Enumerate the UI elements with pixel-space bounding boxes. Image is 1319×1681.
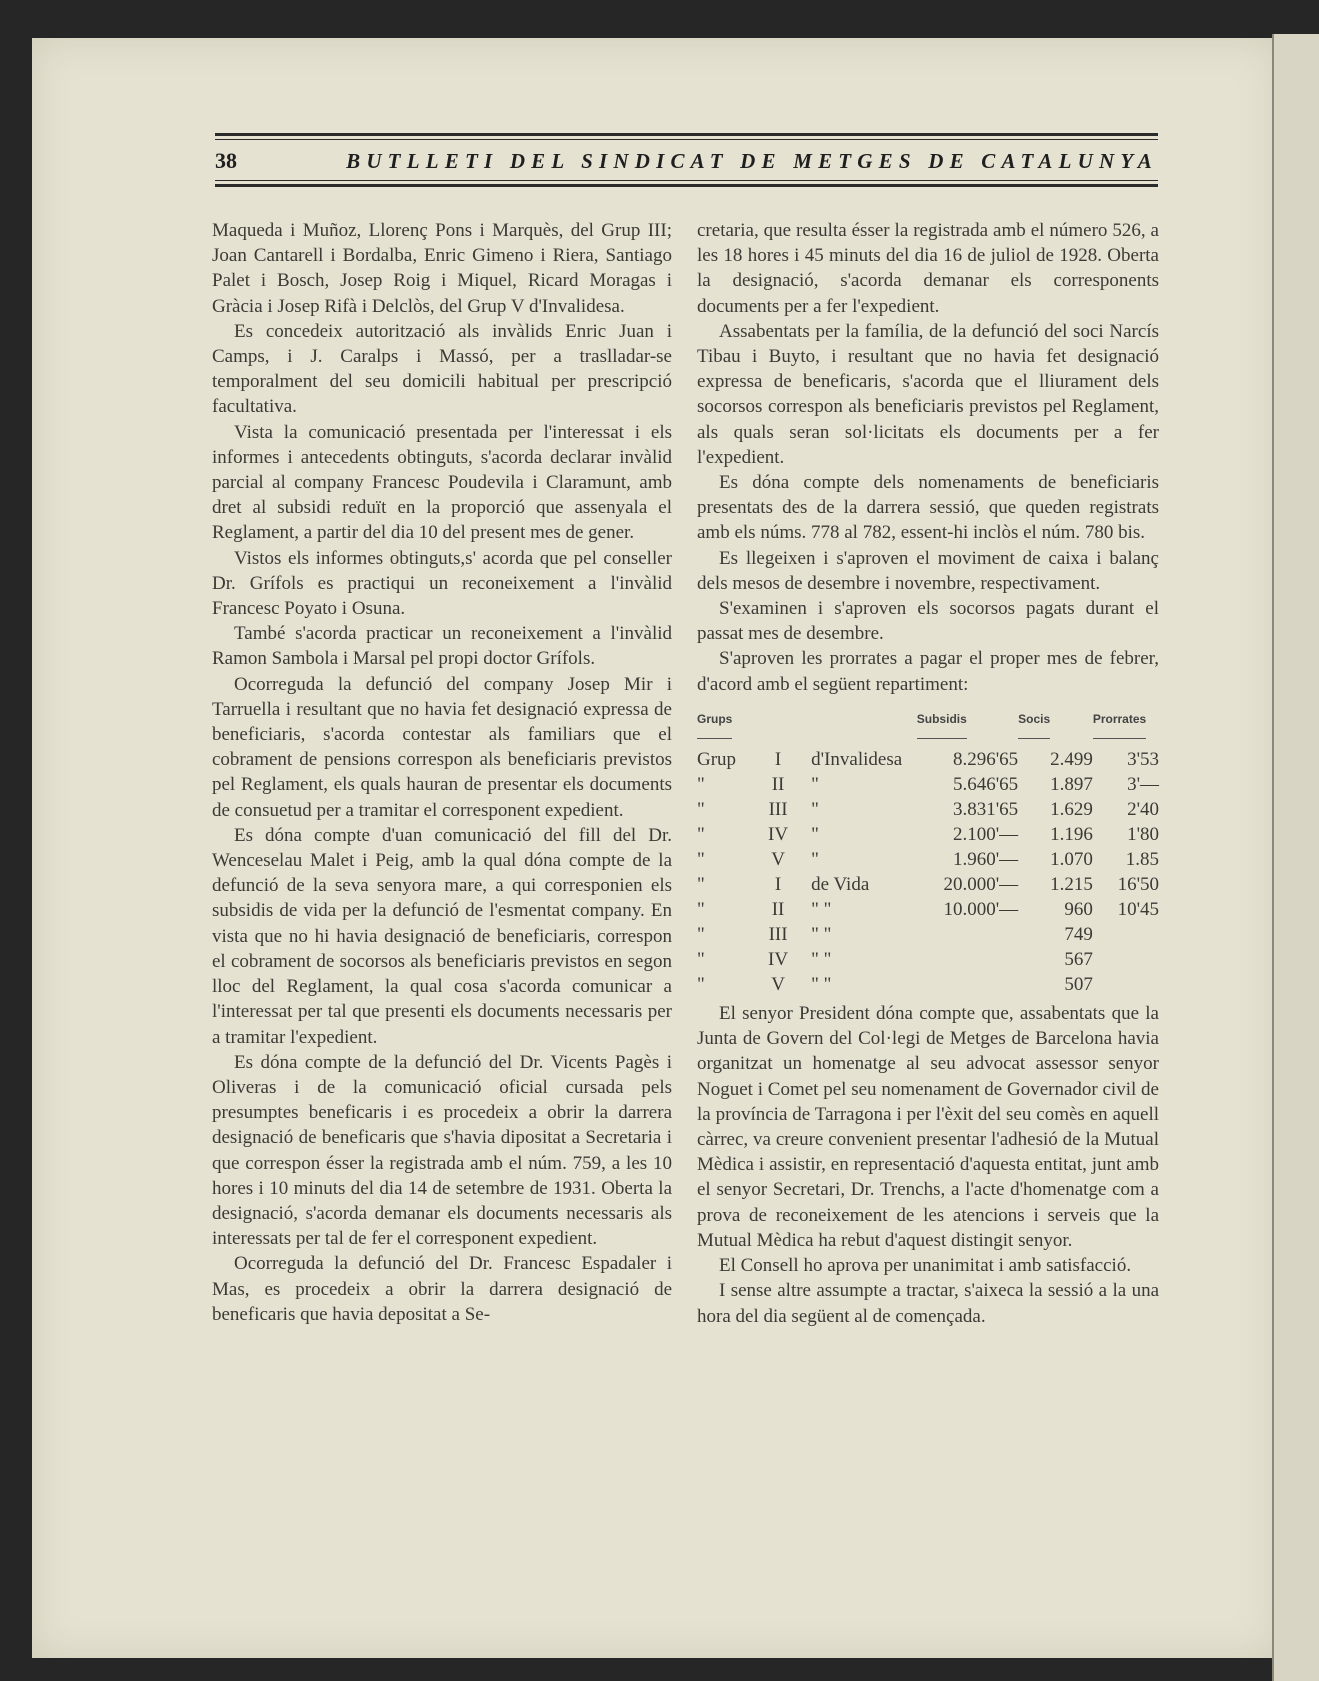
table-row — [697, 847, 1159, 872]
table-row — [697, 972, 1159, 997]
cell-group-name: " — [811, 774, 819, 796]
cell-grup: " — [697, 824, 705, 846]
cell-numeral: IV — [768, 824, 789, 846]
cell-subsidis: 10.000'— — [943, 899, 1019, 921]
cell-numeral: II — [771, 774, 785, 796]
cell-subsidis: 3.831'65 — [952, 799, 1019, 821]
cell-grup: Grup — [697, 749, 737, 771]
cell-grup: " — [697, 849, 705, 871]
cell-grup: " — [697, 899, 705, 921]
cell-prorrates — [1093, 947, 1159, 972]
cell-group-name: " — [811, 849, 819, 871]
cell-prorrates: 1'80 — [1127, 824, 1159, 846]
cell-socis: 1.196 — [1050, 824, 1093, 846]
col-header-grups: Grups — [697, 707, 917, 747]
cell-socis: 1.629 — [1050, 799, 1093, 821]
cell-socis: 507 — [1064, 974, 1093, 996]
page-number: 38 — [215, 148, 237, 173]
cell-subsidis: 20.000'— — [943, 874, 1019, 896]
running-header — [215, 133, 1158, 189]
paragraph: Es dóna compte de la defunció del Dr. Vicents Pagès i Oliveras i de la comunicació oficial cursada pels presumptes beneficaris i es procedeix a obrir la darrera designació de beneficaris que s'havia dipositat a Secretaria i que correspon ésser la registrada amb el núm. 759, a les 10 hores i 10 minuts del dia 14 de setembre de 1931. Oberta la designació, s'acorda demanar els documents necessaris als interessats per tal de fer el corresponent expedient. — [212, 1051, 672, 1250]
cell-numeral: V — [771, 849, 785, 871]
paragraph: Es dóna compte dels nomenaments de beneficiaris presentats des de la darrera sessió, que queden registrats amb els núms. 778 al 782, essent-hi inclòs el núm. 780 bis. — [697, 472, 1159, 544]
table-row — [697, 922, 1159, 947]
paragraph: Es dóna compte d'uan comunicació del fill del Dr. Wenceselau Malet i Peig, amb la qual dóna compte de la defunció de la seva senyora mare, a qui corresponien els subsidis de vida per la defunció de l'esmentat company. En vista que no hi havia designació de beneficiaris, correspon el cobrament de socorsos als beneficiaris previstos en segon lloc del Reglament, la qual cosa s'acorda comunicar a l'interessat per tal que presenti els documents necessaris per a tramitar l'expedient. — [212, 824, 672, 1048]
paragraph: cretaria, que resulta ésser la registrada amb el número 526, a les 18 hores i 45 minuts del dia 16 de juliol de 1928. Oberta la designació, s'acorda demanar els corresponents documents per a fer l'expedient. — [697, 220, 1159, 317]
paragraph: S'aproven les prorrates a pagar el proper mes de febrer, d'acord amb el següent repartiment: — [697, 648, 1159, 695]
right-column — [697, 218, 1159, 1329]
cell-socis: 749 — [1064, 924, 1093, 946]
header-rule-top — [215, 133, 1158, 136]
cell-prorrates: 3'53 — [1127, 749, 1159, 771]
table-row — [697, 747, 1159, 772]
cell-group-name: d'Invalidesa — [811, 749, 903, 771]
cell-group-name: " — [811, 799, 819, 821]
paragraph: També s'acorda practicar un reconeixement a l'invàlid Ramon Sambola i Marsal pel propi doctor Grífols. — [212, 623, 672, 670]
cell-socis: 2.499 — [1050, 749, 1093, 771]
paragraph: Vista la comunicació presentada per l'interessat i els informes i antecedents obtinguts, s'acorda declarar invàlid parcial al company Francesc Poudevila i Claramunt, amb dret al subsidi reduït en la proporció que assenyala el Reglament, a partir del dia 10 del present mes de gener. — [212, 421, 672, 544]
cell-numeral: I — [774, 749, 782, 771]
cell-grup: " — [697, 974, 705, 996]
paragraph: Es concedeix autorització als invàlids Enric Juan i Camps, i J. Caralps i Massó, per a traslladar-se temporalment del seu domicili habitual per prescripció facultativa. — [212, 320, 672, 418]
cell-grup: " — [697, 874, 705, 896]
cell-numeral: III — [768, 799, 788, 821]
cell-subsidis: 8.296'65 — [952, 749, 1019, 771]
table-row — [697, 822, 1159, 847]
cell-grup: " — [697, 949, 705, 971]
paragraph: I sense altre assumpte a tractar, s'aixeca la sessió a la una hora del dia següent al de començada. — [697, 1280, 1159, 1327]
table-row — [697, 772, 1159, 797]
cell-group-name: " " — [811, 949, 832, 971]
cell-subsidis — [917, 972, 1018, 997]
paragraph: Assabentats per la família, de la defunció del soci Narcís Tibau i Buyto, i resultant que no havia fet designació expressa de beneficaris, s'acorda que el lliurament dels socorsos correspon als beneficiaris previstos pel Reglament, als quals seran sol·licitats els documents per a fer l'expedient. — [697, 320, 1159, 468]
paragraph: S'examinen i s'aproven els socorsos pagats durant el passat mes de desembre. — [697, 598, 1159, 645]
cell-socis: 1.070 — [1050, 849, 1093, 871]
cell-subsidis: 2.100'— — [952, 824, 1019, 846]
header-rule-bottom — [215, 184, 1158, 187]
cell-group-name: " " — [811, 974, 832, 996]
cell-group-name: " — [811, 824, 819, 846]
cell-socis: 960 — [1064, 899, 1093, 921]
cell-numeral: V — [771, 974, 785, 996]
cell-prorrates — [1093, 972, 1159, 997]
paragraph: Maqueda i Muñoz, Llorenç Pons i Marquès, del Grup III; Joan Cantarell i Bordalba, Enric Gimeno i Riera, Santiago Palet i Bosch, Josep Roig i Miquel, Ricard Moragas i Gràcia i Josep Rifà i Delclòs, del Grup V d'Invalidesa. — [212, 220, 672, 317]
cell-socis: 1.215 — [1050, 874, 1093, 896]
paragraph: Vistos els informes obtinguts,s' acorda que pel conseller Dr. Grífols es practiqui un reconeixement a l'invàlid Francesc Poyato i Osuna. — [212, 547, 672, 620]
cell-subsidis: 1.960'— — [952, 849, 1019, 871]
cell-group-name: " " — [811, 924, 832, 946]
cell-numeral: I — [774, 874, 782, 896]
table-body — [697, 747, 1159, 997]
cell-prorrates: 1.85 — [1125, 849, 1159, 871]
next-page-edge — [1272, 34, 1319, 1681]
cell-socis: 567 — [1064, 949, 1093, 971]
header-row — [215, 147, 1158, 175]
cell-numeral: IV — [768, 949, 789, 971]
paragraph: El senyor President dóna compte que, assabentats que la Junta de Govern del Col·legi de Metges de Barcelona havia organitzat un homenatge al seu advocat assessor senyor Noguet i Comet pel seu nomenament de Governador civil de la província de Tarragona i per l'èxit del seu comès en aquell càrrec, va creure convenient presentar l'adhesió de la Mutual Mèdica i assistir, en representació d'aquesta entitat, junt amb el senyor Secretari, Dr. Trenchs, a l'acte d'homenatge com a prova de reconeixement de les atencions i serveis que la Mutual Mèdica ha rebut d'aquest distingit senyor. — [697, 1003, 1159, 1251]
cell-prorrates: 3'— — [1127, 774, 1159, 796]
cell-grup: " — [697, 774, 705, 796]
cell-prorrates: 16'50 — [1117, 874, 1159, 896]
cell-socis: 1.897 — [1050, 774, 1093, 796]
cell-group-name: " " — [811, 899, 832, 921]
paragraph: Ocorreguda la defunció del Dr. Francesc Espadaler i Mas, es procedeix a obrir la darrera designació de beneficaris que havia depositat a Se- — [212, 1253, 672, 1325]
table-row — [697, 947, 1159, 972]
cell-prorrates — [1093, 922, 1159, 947]
paragraph: Ocorreguda la defunció del company Josep Mir i Tarruella i resultant que no havia fet designació expressa de beneficiaris, s'acorda contestar als familiars que el cobrament de pensions correspon als beneficiaris previstos pel Reglament, els quals hauran de presentar els documents de consuetud per a tramitar el corresponent expedient. — [212, 673, 672, 821]
col-header-prorrates: Prorrates — [1093, 707, 1159, 747]
table-row — [697, 897, 1159, 922]
table-header-row — [697, 707, 1159, 747]
cell-subsidis: 5.646'65 — [952, 774, 1019, 796]
col-header-socis: Socis — [1018, 707, 1093, 747]
cell-numeral: II — [771, 899, 785, 921]
header-rule-top-thin — [215, 139, 1158, 140]
paragraph: El Consell ho aprova per unanimitat i amb satisfacció. — [719, 1255, 1132, 1277]
cell-subsidis — [917, 922, 1018, 947]
journal-title: BUTLLETI DEL SINDICAT DE METGES DE CATALUNYA — [346, 148, 1158, 173]
cell-group-name: de Vida — [811, 874, 870, 896]
table-row — [697, 872, 1159, 897]
left-column — [212, 218, 672, 1327]
cell-numeral: III — [768, 924, 788, 946]
cell-grup: " — [697, 924, 705, 946]
cell-prorrates: 2'40 — [1127, 799, 1159, 821]
cell-subsidis — [917, 947, 1018, 972]
cell-prorrates: 10'45 — [1117, 899, 1159, 921]
col-header-subsidis: Subsidis — [917, 707, 1018, 747]
cell-grup: " — [697, 799, 705, 821]
paragraph: Es llegeixen i s'aproven el moviment de caixa i balanç dels mesos de desembre i novembre, respectivament. — [697, 547, 1159, 594]
header-rule-bottom-thin — [215, 180, 1158, 181]
prorrates-table — [697, 707, 1159, 997]
table-row — [697, 797, 1159, 822]
